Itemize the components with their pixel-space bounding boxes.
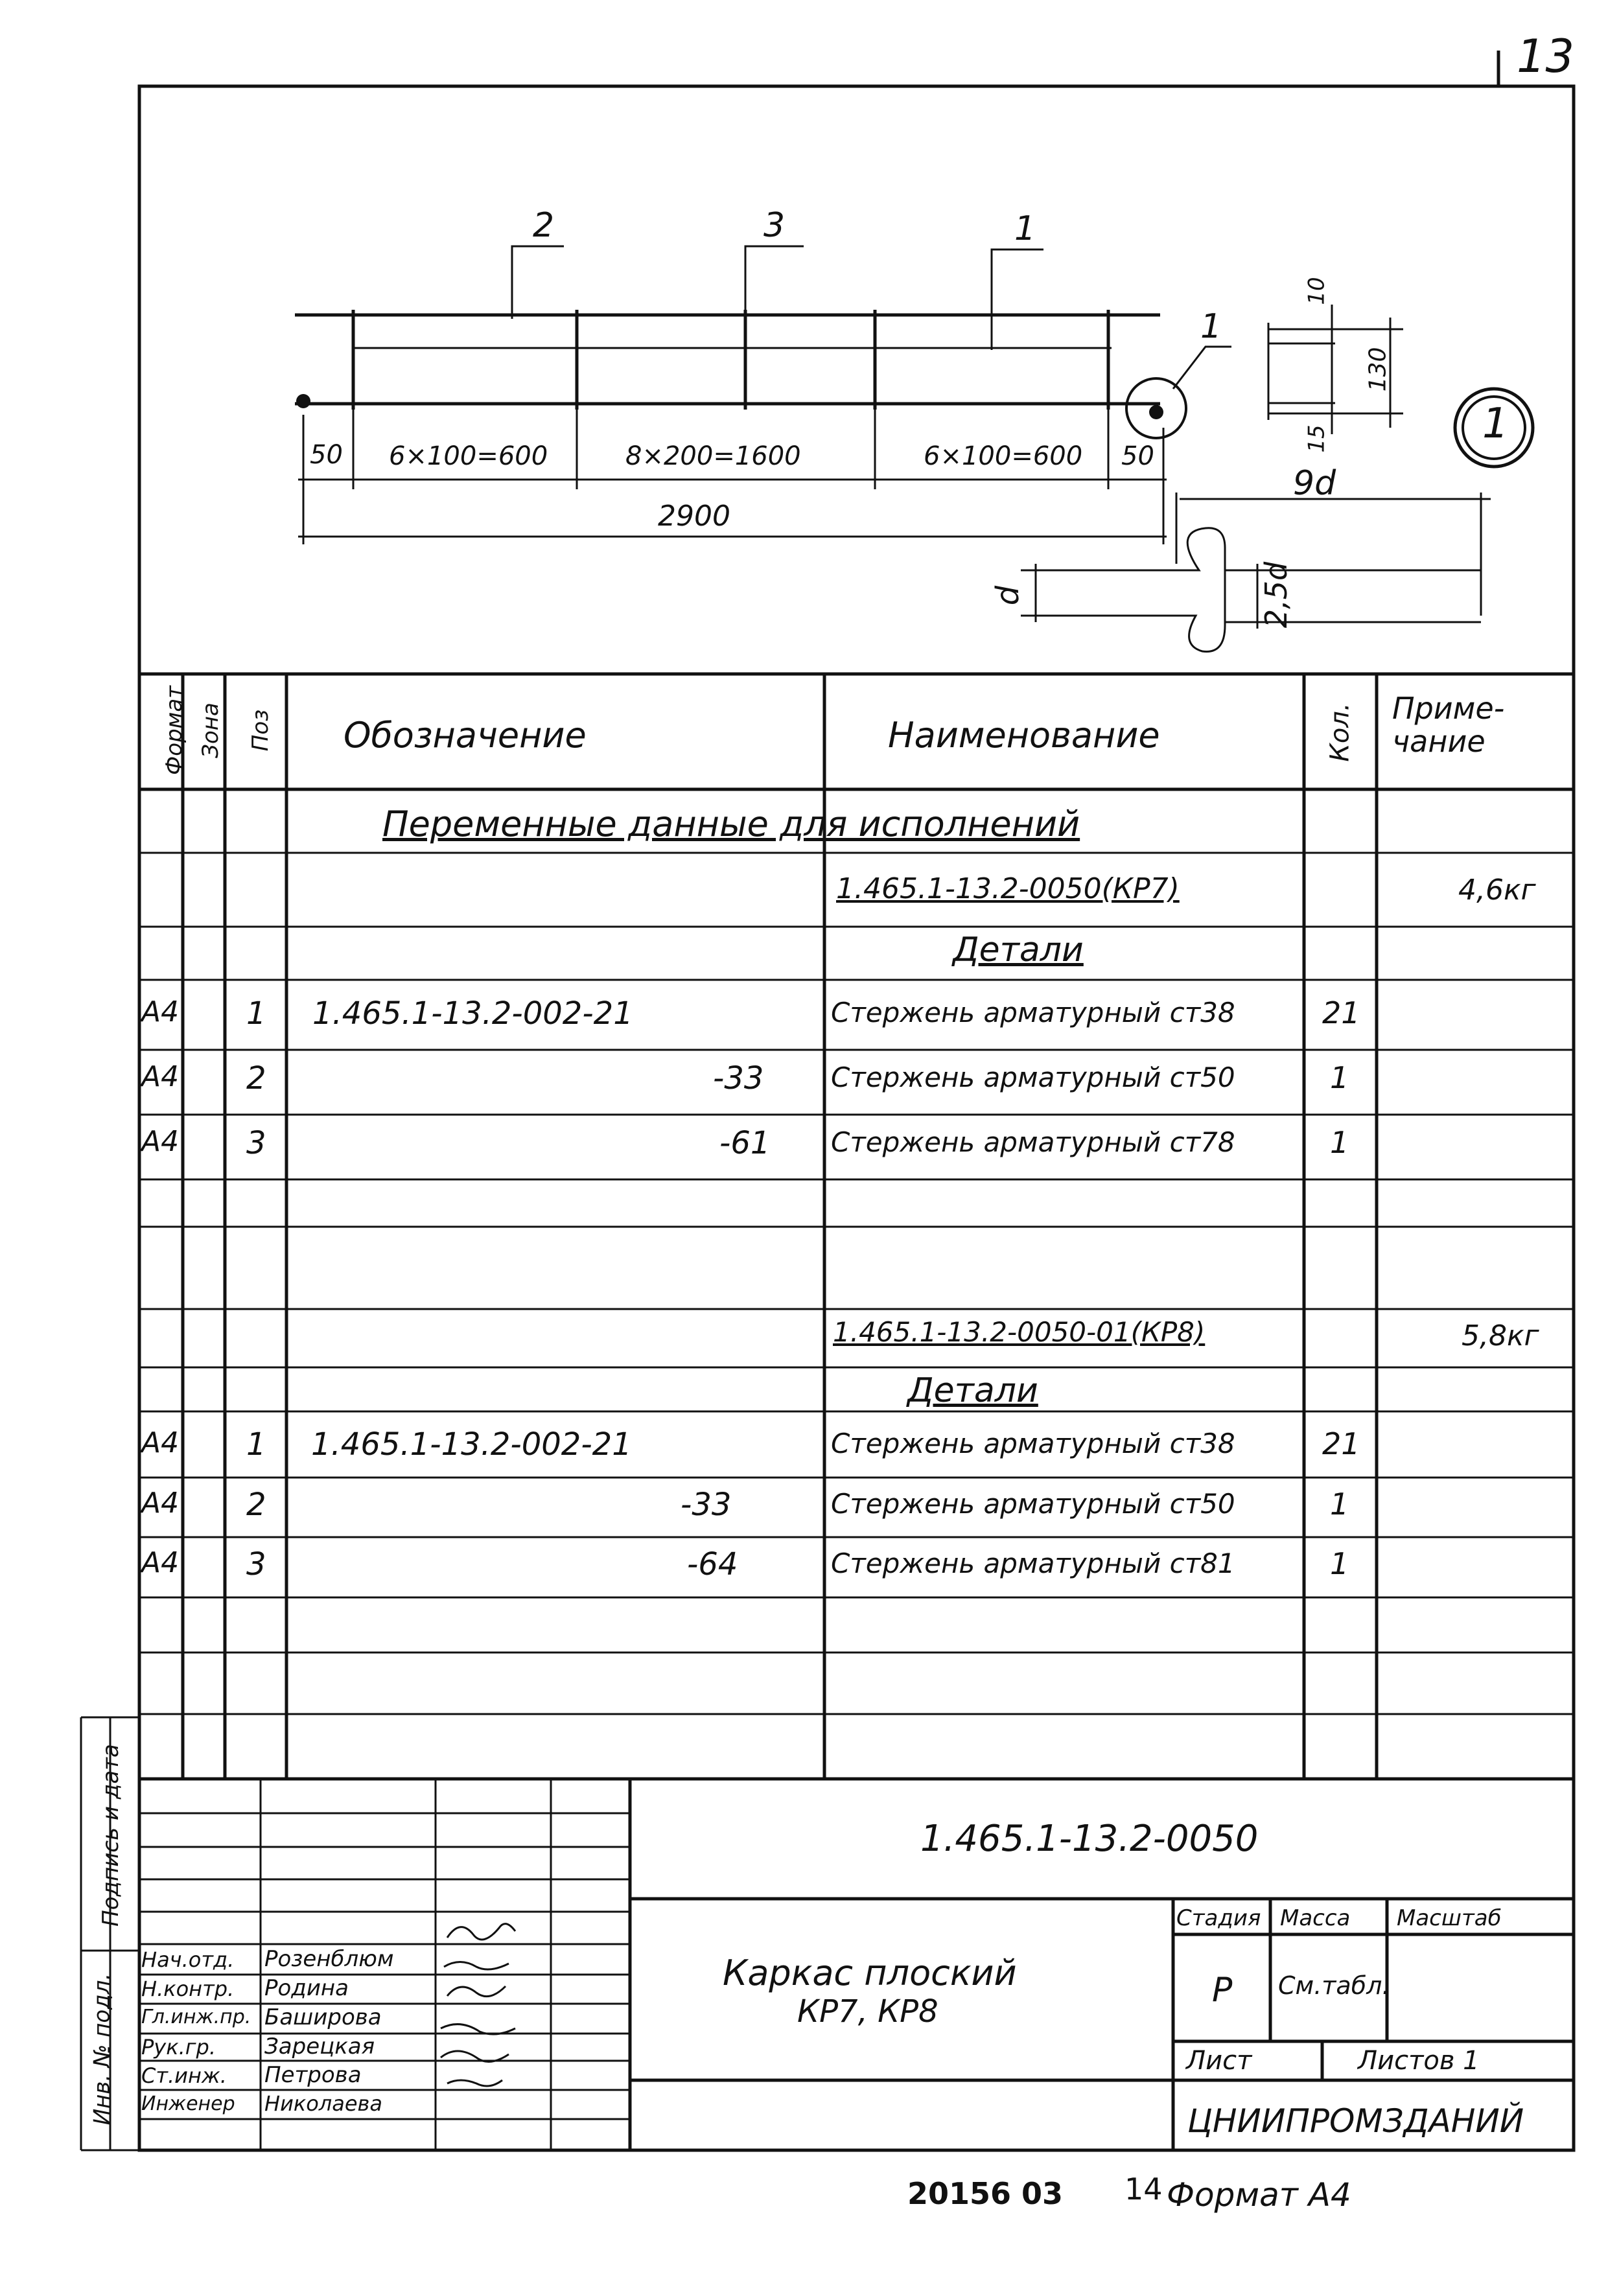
- person-name: Зарецкая: [264, 2034, 375, 2059]
- dim-right-end: 50: [1121, 441, 1154, 471]
- dim-section-height: 130: [1364, 347, 1392, 392]
- side-stamp-sign-date: Подпись и дата: [97, 1744, 124, 1927]
- dim-total: 2900: [658, 500, 730, 533]
- row-qty: 21: [1322, 1426, 1360, 1461]
- role: Нач.отд.: [141, 1947, 235, 1972]
- header-note: Приме- чание: [1392, 691, 1505, 759]
- row-name: Стержень арматурный ст81: [831, 1548, 1235, 1579]
- assembly-mass: 4,6кг: [1458, 874, 1536, 907]
- dim-left-end: 50: [310, 440, 343, 470]
- scale-label: Масштаб: [1397, 1905, 1502, 1931]
- row-pos: 3: [246, 1125, 266, 1161]
- assembly-designation: 1.465.1-13.2-0050(КР7): [836, 872, 1180, 905]
- dim-weld-width: 2,5d: [1259, 561, 1294, 629]
- row-pos: 3: [246, 1546, 266, 1583]
- row-designation: -33: [681, 1487, 732, 1523]
- group-subtitle: Детали: [907, 1371, 1038, 1410]
- dim-seg2: 8×200=1600: [625, 441, 801, 471]
- row-designation: 1.465.1-13.2-002-21: [312, 995, 633, 1032]
- weld-callout-label: 1: [1200, 307, 1222, 346]
- role: Н.контр.: [141, 1977, 235, 2001]
- side-stamp-inv-no: Инв. № подл.: [89, 1973, 115, 2126]
- sheet-label: Лист: [1186, 2046, 1252, 2076]
- header-qty: Кол.: [1325, 702, 1355, 762]
- row-format: А4: [141, 995, 180, 1028]
- organization: ЦНИИПРОМЗДАНИЙ: [1187, 2102, 1524, 2140]
- mass-value: См.табл.: [1278, 1971, 1390, 2000]
- dim-weld-length: 9d: [1293, 464, 1336, 503]
- sheets-label: Листов 1: [1358, 2046, 1480, 2076]
- role: Рук.гр.: [141, 2035, 216, 2059]
- callout-label: 3: [763, 206, 786, 245]
- section-title: Переменные данные для исполнений: [382, 804, 1080, 844]
- archive-page: 14: [1124, 2172, 1163, 2207]
- dim-section-bottom: 15: [1303, 424, 1330, 453]
- dim-weld-d: d: [990, 585, 1027, 606]
- row-format: А4: [141, 1426, 180, 1459]
- row-name: Стержень арматурный ст38: [831, 1428, 1235, 1459]
- row-designation: -64: [687, 1546, 738, 1583]
- header-pos: Поз: [248, 709, 274, 752]
- assembly-mass: 5,8кг: [1462, 1319, 1539, 1352]
- header-format: Формат: [161, 686, 187, 775]
- assembly-designation: 1.465.1-13.2-0050-01(КР8): [833, 1316, 1206, 1348]
- mass-label: Масса: [1280, 1905, 1351, 1931]
- row-format: А4: [141, 1487, 180, 1520]
- role: Инженер: [141, 2093, 235, 2115]
- row-designation: -33: [713, 1060, 764, 1096]
- person-name: Николаева: [264, 2091, 382, 2116]
- stage-value: Р: [1212, 1971, 1233, 2010]
- header-designation: Обозначение: [344, 715, 587, 756]
- row-name: Стержень арматурный ст78: [831, 1126, 1235, 1158]
- row-name: Стержень арматурный ст38: [831, 997, 1235, 1028]
- row-pos: 1: [246, 995, 266, 1032]
- person-name: Розенблюм: [264, 1946, 394, 1972]
- person-name: Петрова: [264, 2062, 362, 2088]
- title-line1: Каркас плоский: [723, 1953, 1017, 1993]
- callout-label: 2: [533, 206, 555, 245]
- person-name: Баширова: [264, 2004, 382, 2030]
- row-pos: 1: [246, 1426, 266, 1463]
- callout-label: 1: [1014, 209, 1036, 248]
- row-name: Стержень арматурный ст50: [831, 1061, 1235, 1093]
- dim-section-top: 10: [1303, 277, 1330, 305]
- title-line2: КР7, КР8: [797, 1993, 938, 2030]
- view-label: 1: [1482, 400, 1509, 448]
- doc-code: 1.465.1-13.2-0050: [920, 1818, 1259, 1860]
- format-label: Формат А4: [1167, 2176, 1351, 2214]
- row-pos: 2: [246, 1060, 266, 1096]
- archive-number: 20156 03: [907, 2176, 1064, 2211]
- row-qty: 1: [1330, 1546, 1349, 1581]
- group-subtitle: Детали: [953, 931, 1084, 969]
- row-format: А4: [141, 1125, 180, 1158]
- row-qty: 1: [1330, 1487, 1349, 1522]
- header-zone: Зона: [197, 702, 224, 758]
- role: Ст.инж.: [141, 2063, 227, 2088]
- row-designation: 1.465.1-13.2-002-21: [311, 1426, 632, 1463]
- row-qty: 1: [1330, 1125, 1349, 1160]
- row-qty: 21: [1322, 995, 1360, 1030]
- sheet-number: 13: [1517, 30, 1575, 83]
- row-designation: -61: [719, 1125, 771, 1161]
- dim-seg1: 6×100=600: [389, 441, 548, 471]
- row-format: А4: [141, 1060, 180, 1093]
- header-name: Наименование: [888, 715, 1160, 756]
- stage-label: Стадия: [1176, 1905, 1261, 1931]
- role: Гл.инж.пр.: [141, 2006, 251, 2028]
- row-pos: 2: [246, 1487, 266, 1523]
- row-name: Стержень арматурный ст50: [831, 1488, 1235, 1520]
- dim-seg3: 6×100=600: [924, 441, 1083, 471]
- person-name: Родина: [264, 1975, 349, 2001]
- row-format: А4: [141, 1546, 180, 1579]
- row-qty: 1: [1330, 1060, 1349, 1095]
